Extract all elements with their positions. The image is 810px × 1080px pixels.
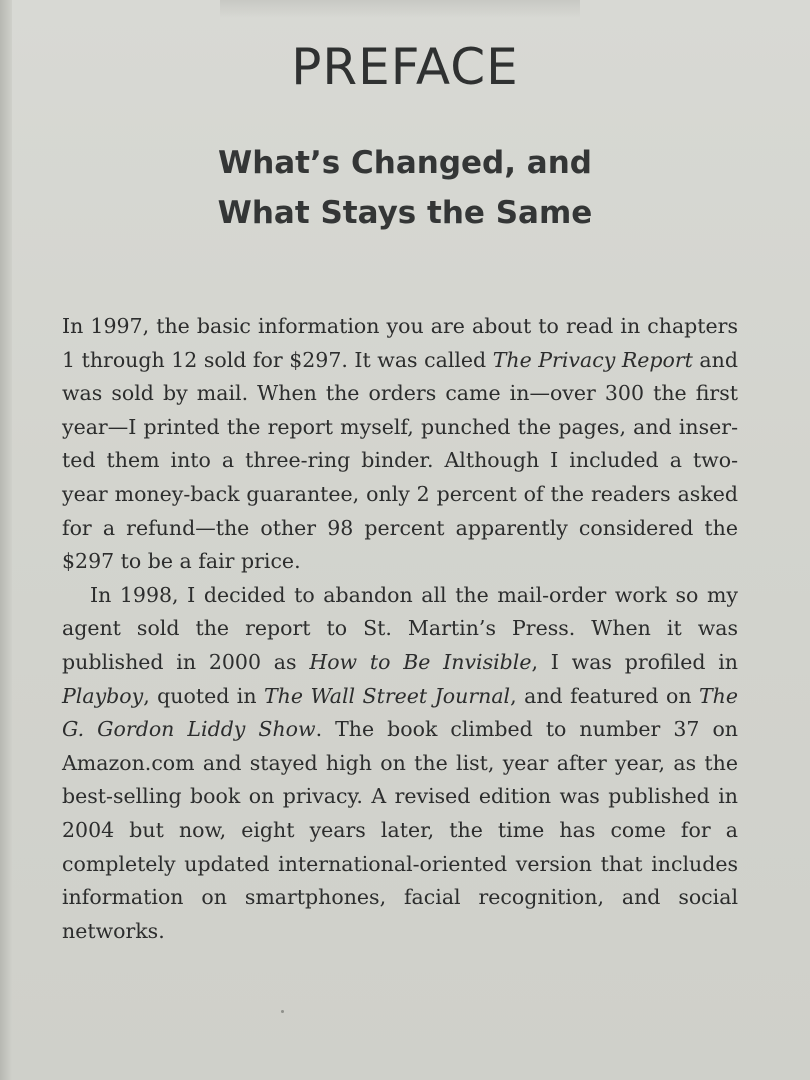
subtitle-line-2: What Stays the Same xyxy=(217,195,593,231)
subtitle-line-1: What’s Changed, and xyxy=(218,145,592,181)
page-title: PREFACE xyxy=(291,38,519,96)
paragraph-2-text: . The book climbed to number 37 on Amazon.com and stayed high on the list, year after year, as the best-selling book on privacy. A revised edition was published in 2004 but now, eight years later, the time has come for a completely updated international-oriented version that includes information on smartphones, facial recognition, and social networks. xyxy=(62,717,739,943)
paragraph-1-text: and was sold by mail. When the orders came in—over 300 the first year—I printed the report myself, punched the pages, and inserted them into a three-ring binder. Although I included a two-year money-back guarantee, only 2 percent of the readers asked for a refund—the other 98 percent apparently considered the $297 to be a fair price. xyxy=(62,347,738,574)
magazine-title-playboy: Playboy xyxy=(62,683,144,708)
paragraph-1 xyxy=(62,310,738,579)
paragraph-2-text: , I was profiled in xyxy=(531,649,738,674)
paragraph-2-text: , and featured on xyxy=(510,683,699,708)
newspaper-title-wsj: The Wall Street Journal xyxy=(264,683,511,708)
page-subtitle xyxy=(0,138,810,238)
show-title-liddy-show: The G. Gordon Liddy Show xyxy=(62,683,738,742)
paper-speck xyxy=(281,1010,284,1013)
paragraph-2-text: , quoted in xyxy=(143,683,264,708)
book-title-how-to-be-invisible: How to Be Invisible xyxy=(309,649,532,674)
paragraph-1-text: In 1997, the basic information you are about to read in chapters 1 through 12 sold for $297. It was called xyxy=(62,314,738,372)
body-text xyxy=(62,310,738,948)
book-title-privacy-report: The Privacy Report xyxy=(492,347,693,372)
paragraph-2-text: In 1998, I decided to abandon all the mail-order work so my agent sold the report to St. Martin’s Press. When it was published in 2000 as xyxy=(62,582,738,674)
paragraph-2 xyxy=(62,579,738,949)
